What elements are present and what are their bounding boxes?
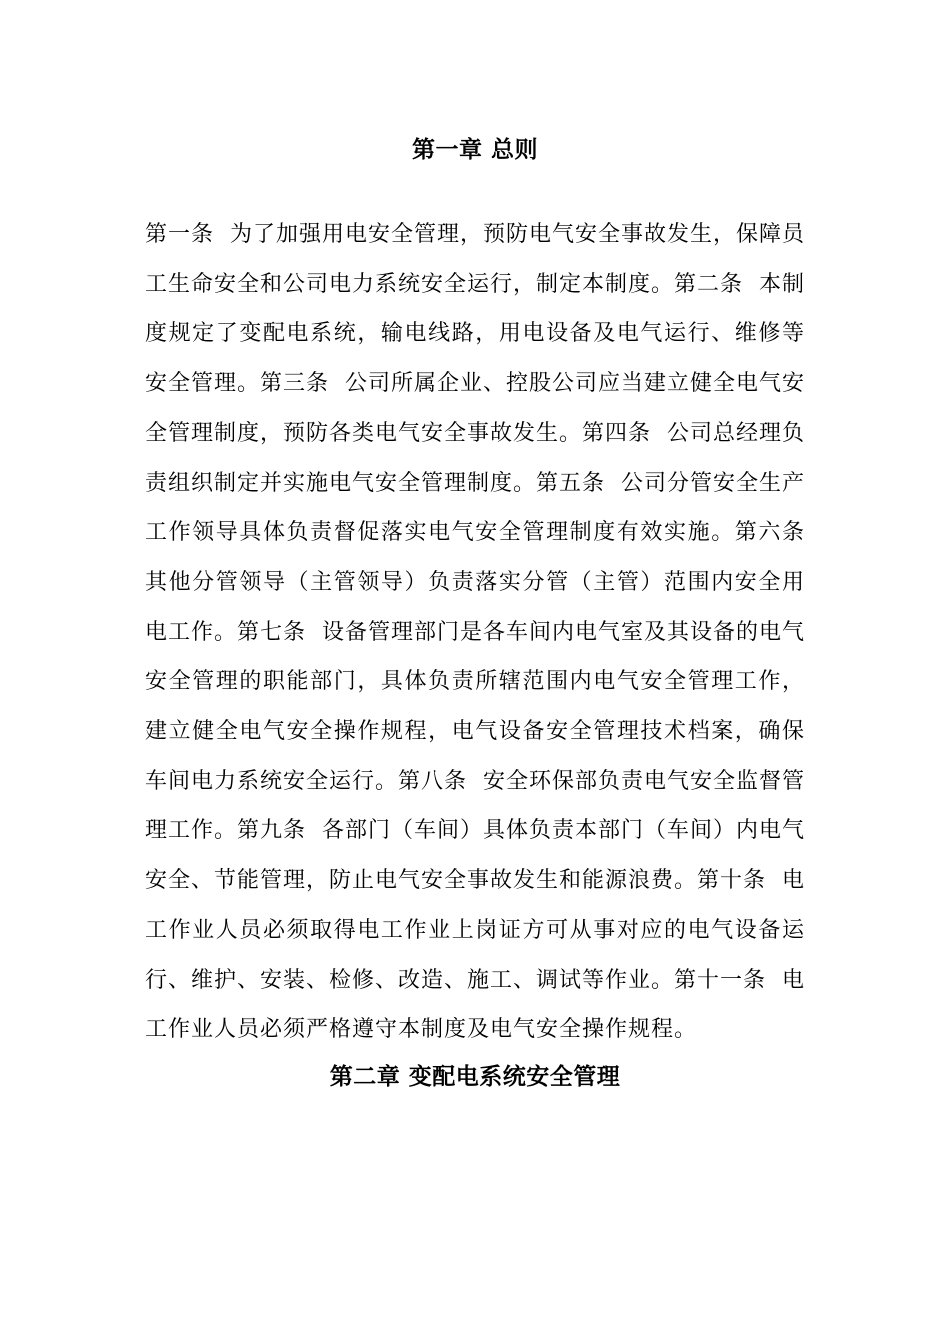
chapter-1-body-paragraph: 第一条 为了加强用电安全管理，预防电气安全事故发生，保障员工生命安全和公司电力系统安全运行，制定本制度。第二条 本制度规定了变配电系统，输电线路，用电设备及电气运行、维修等安全管理。第三条 公司所属企业、控股公司应当建立健全电气安全管理制度，预防各类电气安全事故发生。第四条 公司总经理负责组织制定并实施电气安全管理制度。第五条 公司分管安全生产工作领导具体负责督促落实电气安全管理制度有效实施。第六条 其他分管领导（主管领导）负责落实分管（主管）范围内安全用电工作。第七条 设备管理部门是各车间内电气室及其设备的电气安全管理的职能部门，具体负责所辖范围内电气安全管理工作，建立健全电气安全操作规程，电气设备安全管理技术档案，确保车间电力系统安全运行。第八条 安全环保部负责电气安全监督管理工作。第九条 各部门（车间）具体负责本部门（车间）内电气安全、节能管理，防止电气安全事故发生和能源浪费。第十条 电工作业人员必须取得电工作业上岗证方可从事对应的电气设备运行、维护、安装、检修、改造、施工、调试等作业。第十一条 电工作业人员必须严格遵守本制度及电气安全操作规程。 <box>145 222 829 1043</box>
chapter-1-title: 第一章 总则 <box>411 137 538 163</box>
chapter-2-title: 第二章 变配电系统安全管理 <box>329 1064 621 1090</box>
